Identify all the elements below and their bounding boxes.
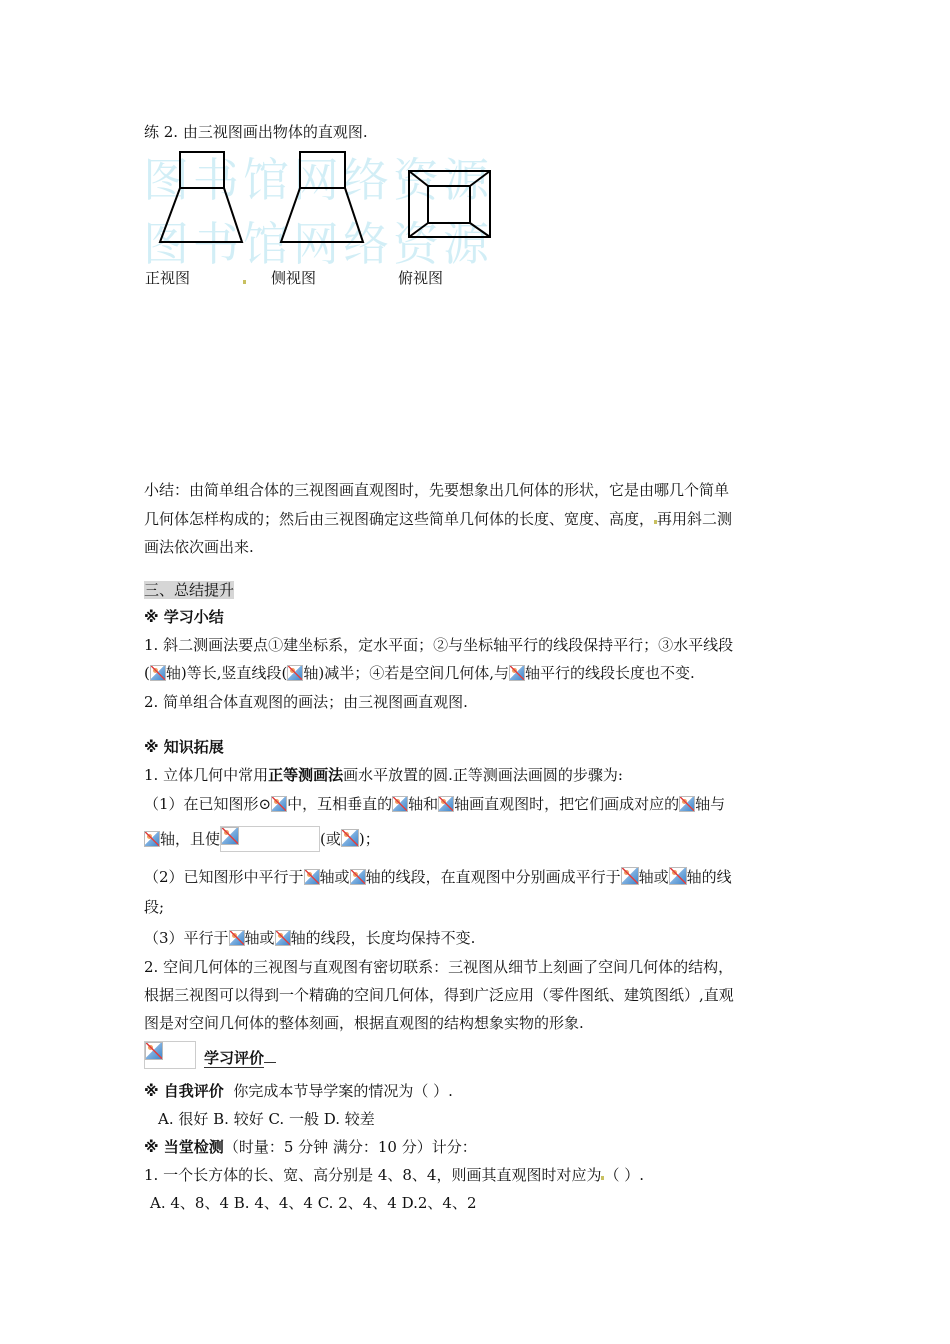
summary-line-2 xyxy=(144,508,732,530)
text: 轴平行的线段长度也不变. xyxy=(524,664,695,682)
underline-gap xyxy=(264,1062,276,1063)
formula-image-icon xyxy=(350,869,366,885)
question-1 xyxy=(144,1164,644,1186)
extension-title: ※ 知识拓展 xyxy=(144,738,224,756)
text: 轴和 xyxy=(408,795,439,813)
formula-image-icon xyxy=(669,867,687,885)
text: 轴与 xyxy=(695,795,726,813)
text: （3）平行于 xyxy=(144,929,229,947)
circle-symbol: ⊙ xyxy=(258,795,272,813)
summary-line-2-text: 几何体怎样构成的；然后由三视图确定这些简单几何体的长度、宽度、高度， xyxy=(144,510,655,528)
extension-p2-line-2: 根据三视图可以得到一个精确的空间几何体，得到广泛应用（零件图纸、建筑图纸）,直观 xyxy=(144,986,734,1004)
bold-term: 正等测画法 xyxy=(268,766,344,784)
classroom-test-label: ※ 当堂检测 xyxy=(144,1138,224,1156)
text: ( xyxy=(144,664,150,682)
top-view-label: 俯视图 xyxy=(398,269,444,287)
text: 轴的线段，在直观图中分别画成平行于 xyxy=(365,868,621,886)
text: 1. 立体几何中常用 xyxy=(144,766,269,784)
side-view-label: 侧视图 xyxy=(271,269,317,287)
formula-image-icon xyxy=(392,796,408,812)
text: （2）已知图形中平行于 xyxy=(144,868,304,886)
self-evaluation-options: A. 很好 B. 较好 C. 一般 D. 较差 xyxy=(158,1110,375,1128)
study-summary-title: ※ 学习小结 xyxy=(144,608,224,626)
formula-image-icon xyxy=(275,930,291,946)
formula-image-icon xyxy=(271,796,287,812)
section-heading xyxy=(144,579,234,601)
extension-p2-line-3: 图是对空间几何体的整体刻画，根据直观图的结构想象实物的形象. xyxy=(144,1014,584,1032)
text: 轴的线段，长度均保持不变. xyxy=(290,929,476,947)
summary-item-2: 2. 简单组合体直观图的画法；由三视图画直观图. xyxy=(144,693,468,711)
evaluation-title: 学习评价 xyxy=(204,1049,265,1067)
formula-image-icon xyxy=(287,665,303,681)
question-1-options: A. 4、8、4 B. 4、4、4 C. 2、4、4 D.2、4、2 xyxy=(150,1194,477,1212)
formula-image-icon xyxy=(679,796,695,812)
front-view-label: 正视图 xyxy=(145,269,191,287)
formula-image-icon xyxy=(145,1042,163,1060)
formula-image-icon xyxy=(621,867,639,885)
text: 轴或 xyxy=(244,929,275,947)
extension-p1 xyxy=(144,764,623,786)
formula-image-icon xyxy=(221,827,239,845)
evaluation-header xyxy=(144,1041,276,1069)
classroom-test-text: （时量：5 分钟 满分：10 分）计分： xyxy=(223,1138,477,1156)
formula-image-icon xyxy=(341,829,359,847)
summary-line-1: 小结：由简单组合体的三视图画直观图时，先要想象出几何体的形状，它是由哪几个简单 xyxy=(144,481,730,499)
extension-step-2-cont: 段; xyxy=(144,898,165,916)
text: 轴)减半；④若是空间几何体,与 xyxy=(303,664,509,682)
watermark-text-bottom: 图书馆网络资源 xyxy=(143,217,493,270)
question-1-blank: （ ）. xyxy=(604,1166,645,1184)
text: (或 xyxy=(320,830,341,848)
text: 轴，且使 xyxy=(160,830,221,848)
text: 轴画直观图时，把它们画成对应的 xyxy=(454,795,680,813)
text: 轴)等长,竖直线段( xyxy=(165,664,288,682)
text: )； xyxy=(358,830,380,848)
extension-step-2 xyxy=(144,866,732,888)
exercise-title: 练 2. 由三视图画出物体的直观图. xyxy=(144,123,368,141)
three-view-figures xyxy=(143,148,509,270)
summary-item-1b xyxy=(144,662,695,684)
extension-step-1 xyxy=(144,793,725,815)
formula-image-icon xyxy=(229,930,245,946)
summary-item-1a: 1. 斜二测画法要点①建坐标系，定水平面；②与坐标轴平行的线段保持平行；③水平线段 xyxy=(144,636,734,654)
self-evaluation xyxy=(144,1080,453,1102)
formula-image-box xyxy=(220,826,320,852)
evaluation-image-box xyxy=(144,1041,196,1069)
formula-image-icon xyxy=(438,796,454,812)
classroom-test xyxy=(144,1136,477,1158)
text: 轴或 xyxy=(638,868,669,886)
watermark xyxy=(143,152,508,270)
text: 轴或 xyxy=(319,868,350,886)
formula-image-icon xyxy=(304,869,320,885)
summary-line-3: 画法依次画出来. xyxy=(144,538,254,556)
formula-image-icon xyxy=(150,665,166,681)
self-evaluation-text: 你完成本节导学案的情况为（ ）. xyxy=(233,1082,453,1100)
question-1-text: 1. 一个长方体的长、宽、高分别是 4、8、4，则画其直观图时对应为 xyxy=(144,1166,602,1184)
text: （1）在已知图形 xyxy=(144,795,259,813)
self-evaluation-label: ※ 自我评价 xyxy=(144,1082,224,1100)
text: 中，互相垂直的 xyxy=(287,795,393,813)
extension-step-1-cont xyxy=(144,826,380,852)
watermark-text-top: 图书馆网络资源 xyxy=(143,153,493,207)
section-heading-text: 三、总结提升 xyxy=(144,581,235,599)
formula-image-icon xyxy=(144,831,160,847)
extension-step-3 xyxy=(144,927,475,949)
summary-line-2-end: 再用斜二测 xyxy=(657,510,733,528)
text: 轴的线 xyxy=(686,868,732,886)
stray-mark xyxy=(243,280,246,284)
extension-p2-line-1: 2. 空间几何体的三视图与直观图有密切联系：三视图从细节上刻画了空间几何体的结构， xyxy=(144,958,734,976)
text: 画水平放置的圆.正等测画法画圆的步骤为: xyxy=(343,766,623,784)
formula-image-icon xyxy=(509,665,525,681)
